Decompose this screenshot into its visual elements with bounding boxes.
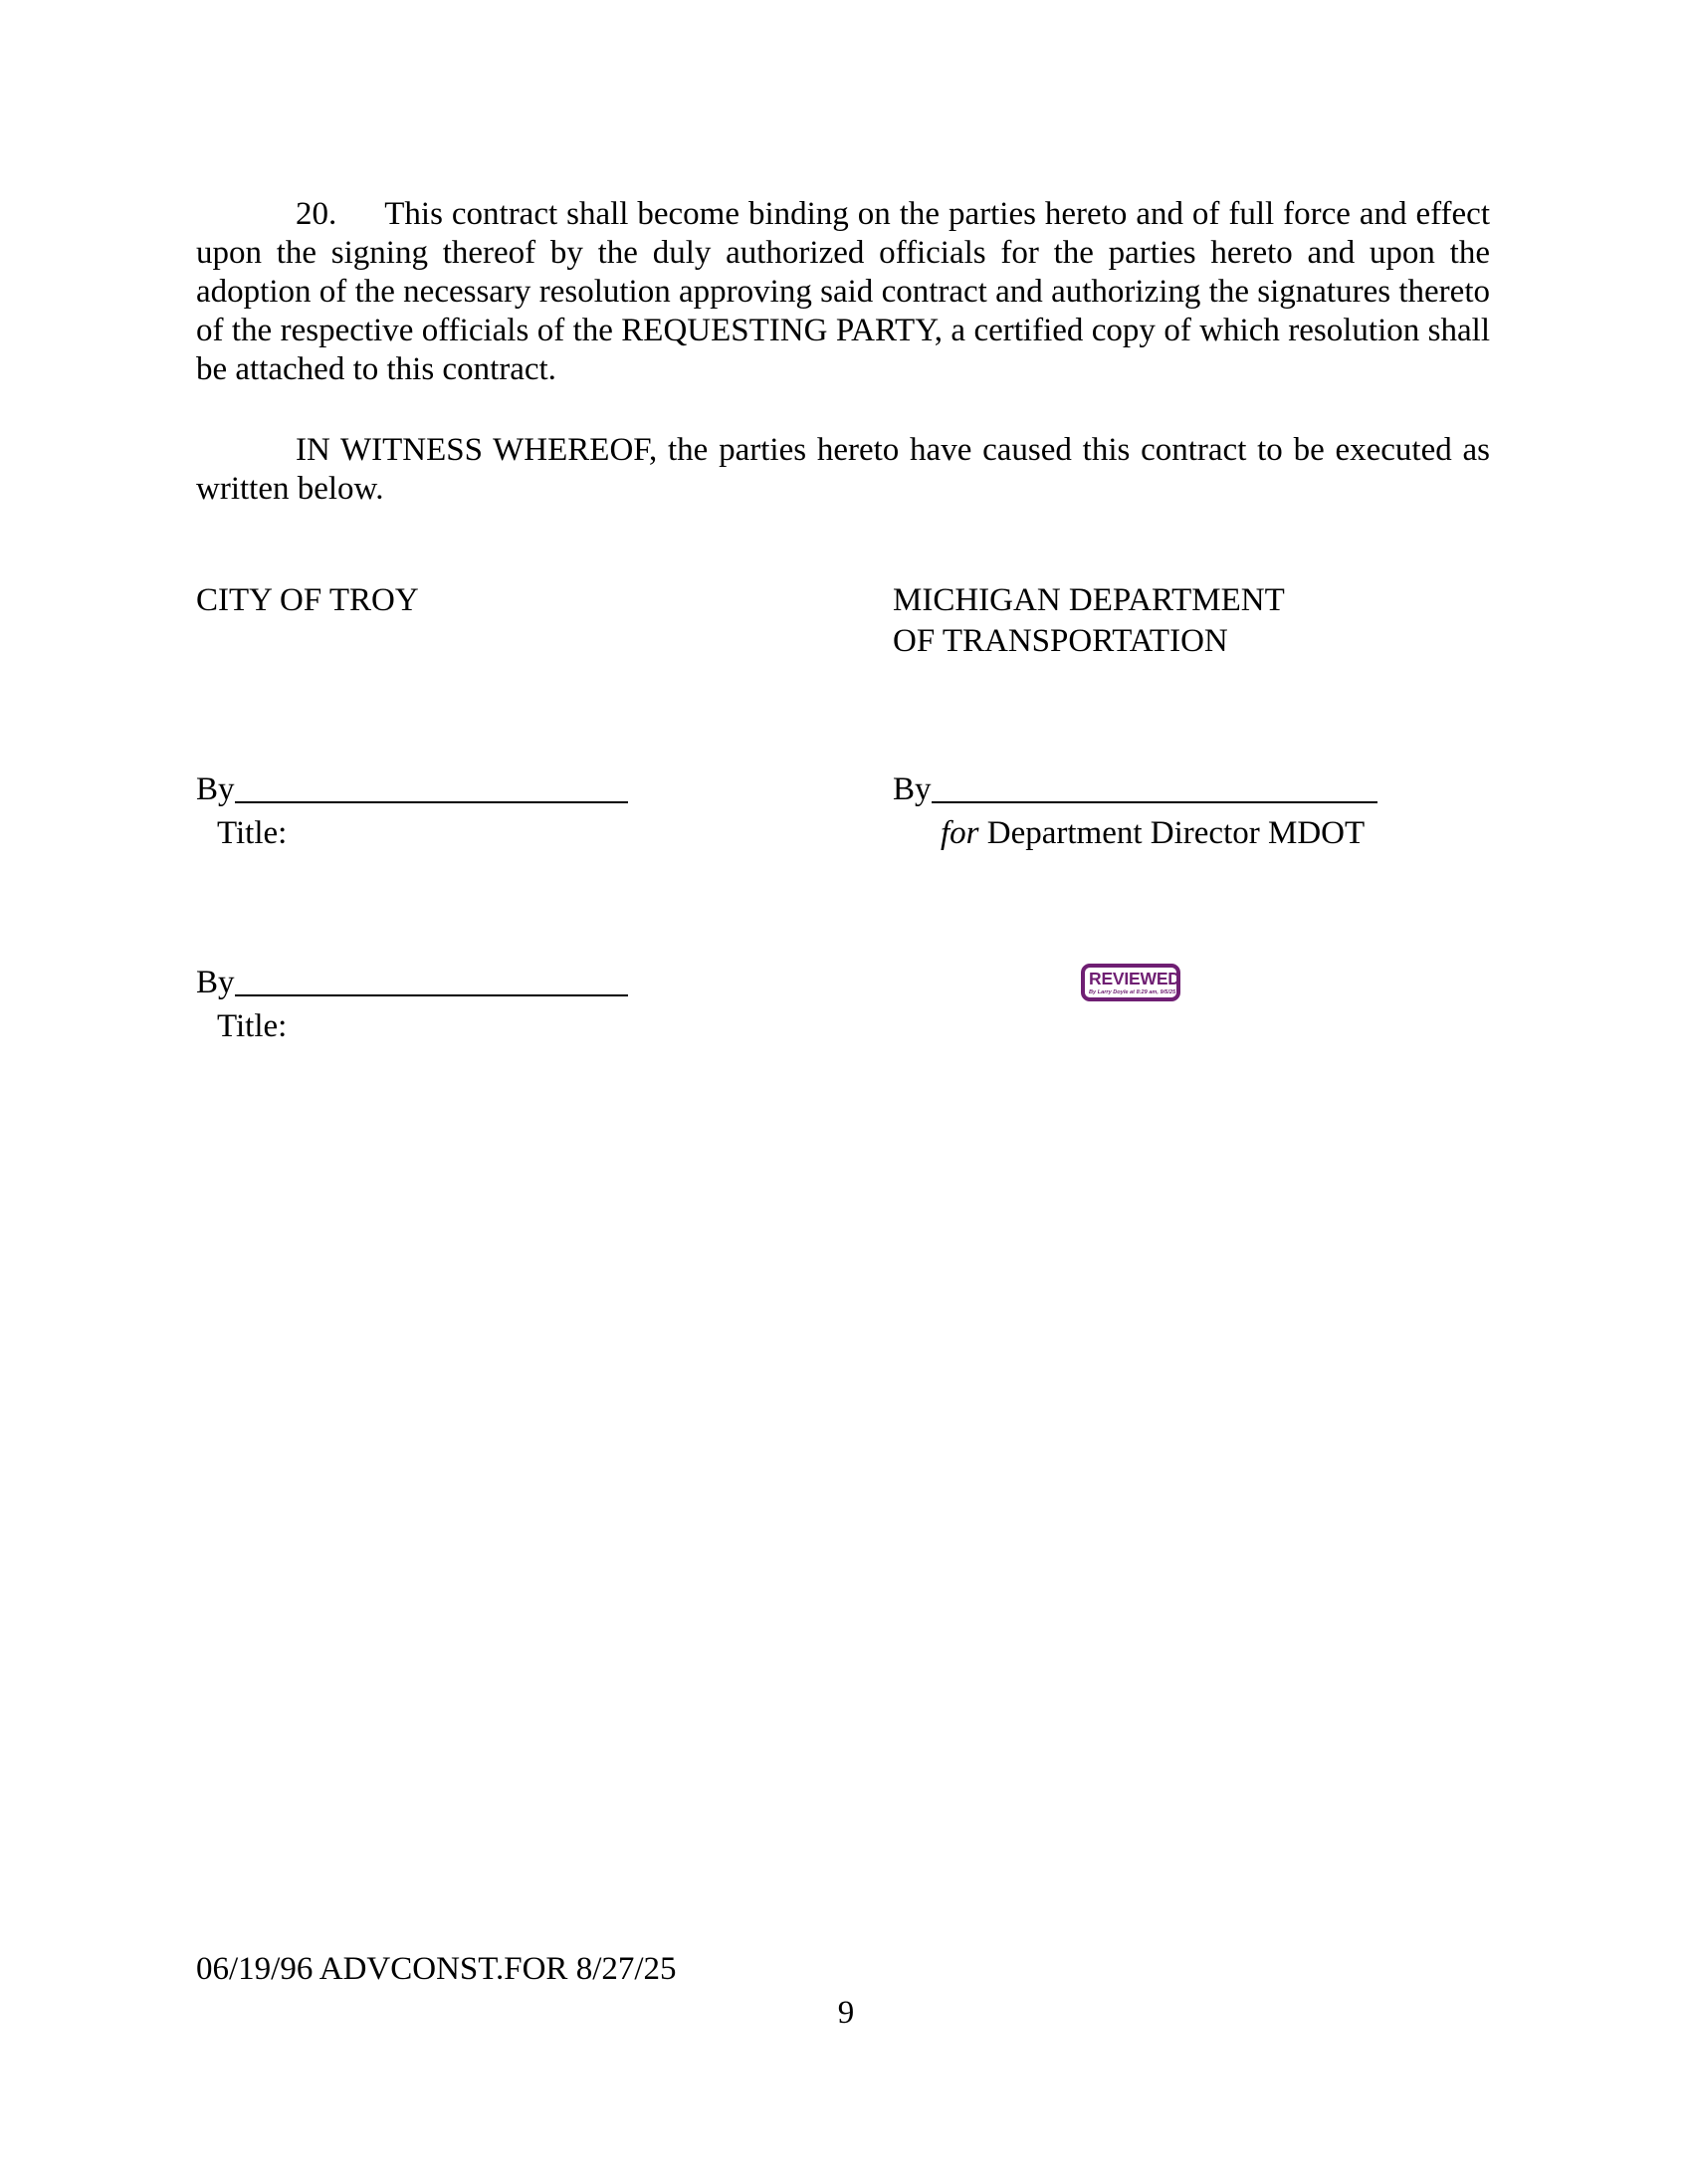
title-label-line bbox=[196, 811, 628, 855]
title-label: Title: bbox=[217, 1008, 288, 1044]
party-name-right-line1: MICHIGAN DEPARTMENT bbox=[893, 582, 1285, 618]
party-name-right bbox=[893, 580, 1285, 662]
for-word: for bbox=[941, 815, 979, 851]
signer-capacity-line bbox=[893, 811, 1377, 855]
signature-by-line bbox=[196, 767, 628, 811]
by-label: By bbox=[196, 965, 235, 1000]
signature-by-line bbox=[893, 767, 1377, 811]
clause-text: This contract shall become binding on the parties hereto and of full force and effect upon the signing thereof by the duly authorized officials for the parties hereto and upon the adoption of the necessary resolution approving said contract and authorizing the signatures thereto of the respective officials of the REQUESTING PARTY, a certified copy of which resolution shall be attached to this contract. bbox=[196, 196, 1490, 387]
witness-clause bbox=[196, 431, 1490, 509]
signature-block-city-2 bbox=[196, 961, 628, 1048]
clause-number: 20. bbox=[296, 196, 337, 232]
title-label-line bbox=[196, 1004, 628, 1048]
reviewed-stamp-label: REVIEWED bbox=[1089, 969, 1180, 988]
signature-by-line bbox=[196, 961, 628, 1004]
reviewed-stamp-detail: By Larry Doyle at 8:29 am, 9/5/25 bbox=[1089, 988, 1176, 995]
by-label: By bbox=[893, 771, 932, 807]
contract-clause-20 bbox=[196, 195, 1490, 389]
page-number: 9 bbox=[837, 1995, 855, 2031]
party-name-left: CITY OF TROY bbox=[196, 582, 419, 618]
party-name-right-line2: OF TRANSPORTATION bbox=[893, 623, 1228, 659]
signer-capacity-text: Department Director MDOT bbox=[978, 815, 1366, 851]
signature-line bbox=[235, 994, 628, 996]
by-label: By bbox=[196, 771, 235, 807]
reviewed-stamp bbox=[1081, 964, 1180, 1001]
signature-line bbox=[235, 801, 628, 803]
signature-line bbox=[932, 801, 1377, 803]
signature-block-city-1 bbox=[196, 767, 628, 855]
signature-block-mdot bbox=[893, 767, 1377, 855]
document-revision-footer: 06/19/96 ADVCONST.FOR 8/27/25 bbox=[196, 1951, 677, 1987]
witness-clause-text: IN WITNESS WHEREOF, the parties hereto have caused this contract to be executed as written below. bbox=[196, 432, 1490, 507]
title-label: Title: bbox=[217, 815, 288, 851]
